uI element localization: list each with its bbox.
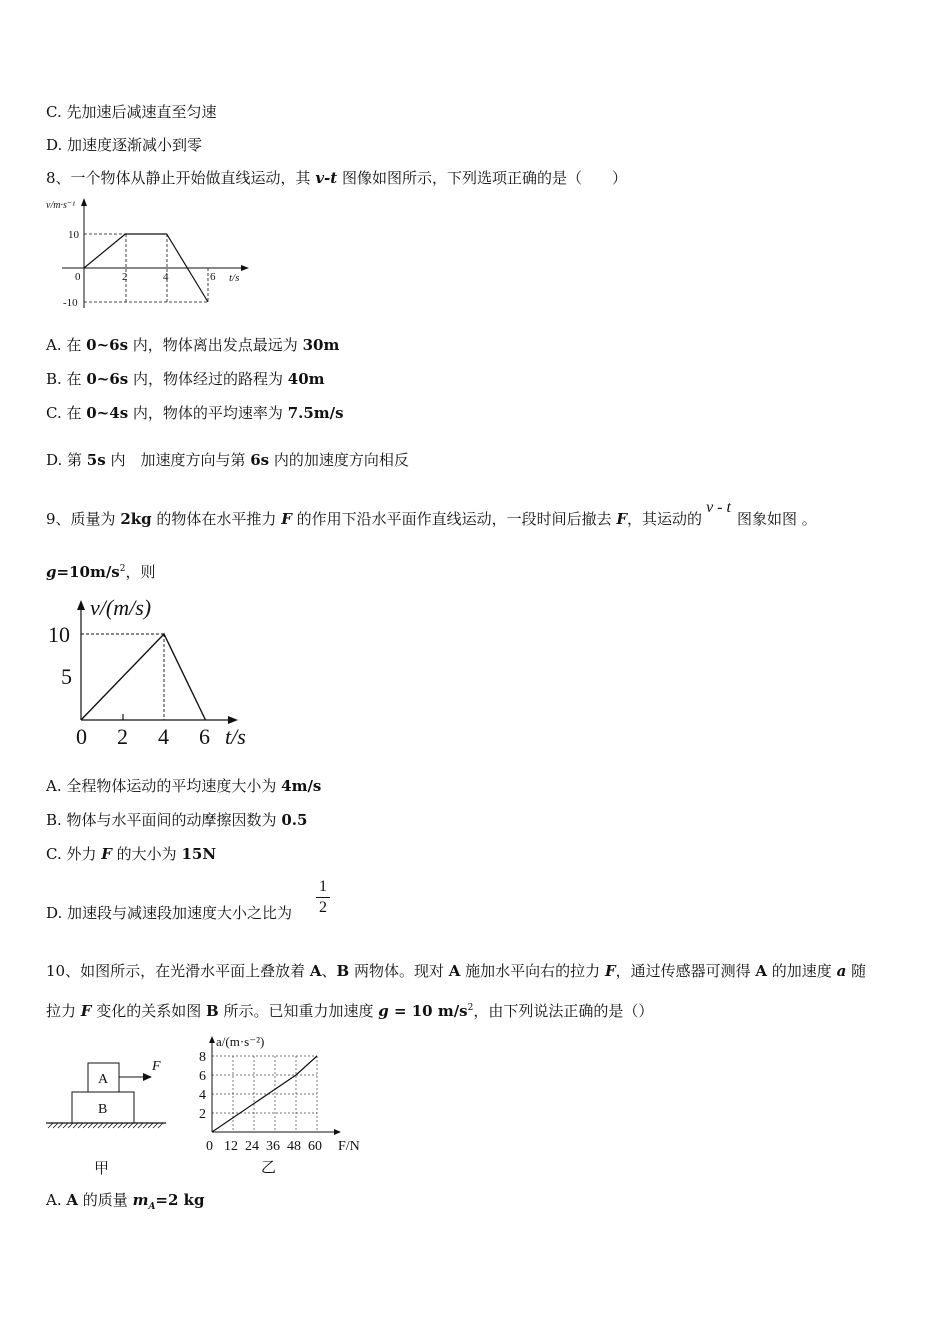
q10-axes xyxy=(212,1042,335,1132)
q9-x-arrow xyxy=(228,716,238,724)
q8-ytick-neg10: -10 xyxy=(63,297,78,309)
q9-ytick-10: 10 xyxy=(48,622,70,647)
q8-option-b: B. 在 0~6s 内，物体经过的路程为 40m xyxy=(46,370,325,388)
q8-xtick-6: 6 xyxy=(210,271,216,283)
q9-option-a: A. 全程物体运动的平均速度大小为 4m/s xyxy=(46,777,322,795)
q10-blocks-figure xyxy=(44,1052,174,1180)
q9-ytick-5: 5 xyxy=(61,664,72,689)
q10-xtick-24: 24 xyxy=(245,1139,259,1154)
q8-y-axis-label: v/m·s⁻¹ xyxy=(46,200,76,211)
q8-axes xyxy=(62,204,245,308)
q10-ytick-6: 6 xyxy=(199,1069,206,1084)
q9-xtick-0: 0 xyxy=(76,724,87,749)
q9-vt-graph xyxy=(40,590,270,755)
q8-stem: 8、一个物体从静止开始做直线运动，其 v-t 图像如图所示，下列选项正确的是（ ） xyxy=(46,169,627,187)
q8-vt-graph xyxy=(40,194,255,312)
q9-xtick-2: 2 xyxy=(117,724,128,749)
q10-option-a: A. A 的质量 $m_A=2$ kg xyxy=(46,1191,205,1212)
q9-xtick-4: 4 xyxy=(158,724,169,749)
q9-option-b: B. 物体与水平面间的动摩擦因数为 0.5 xyxy=(46,811,308,829)
force-arrow-head xyxy=(143,1073,152,1081)
fraction-bar xyxy=(316,897,330,898)
q10-xtick-0: 0 xyxy=(206,1139,213,1154)
block-a-label: A xyxy=(98,1072,109,1087)
q9-gravity: $g=10m/s^2$，则 xyxy=(46,563,156,581)
force-label: F xyxy=(152,1059,161,1074)
q8-ytick-10: 10 xyxy=(68,229,79,241)
q10-y-axis-label: a/(m·s⁻²) xyxy=(216,1034,265,1049)
fraction-denominator: 2 xyxy=(319,899,327,916)
q9-y-arrow xyxy=(77,600,85,610)
q8-x-arrow xyxy=(241,265,249,271)
q8-xtick-4: 4 xyxy=(163,271,169,283)
fraction-numerator: 1 xyxy=(319,878,327,895)
q9-option-c: C. 外力 F 的大小为 15N xyxy=(46,845,217,863)
q10-ytick-2: 2 xyxy=(199,1107,206,1122)
q10-xtick-60: 60 xyxy=(308,1139,322,1154)
q10-x-arrow xyxy=(334,1129,341,1135)
q9-option-d: D. 加速段与减速段加速度大小之比为 xyxy=(46,904,293,922)
q10-xtick-48: 48 xyxy=(287,1139,301,1154)
q9-vt-symbol: v - t xyxy=(706,499,731,516)
q10-ytick-4: 4 xyxy=(199,1088,206,1103)
q9-option-d-fraction xyxy=(316,878,330,917)
q8-y-arrow xyxy=(81,198,87,206)
q10-xtick-36: 36 xyxy=(266,1139,280,1154)
q9-xtick-6: 6 xyxy=(199,724,210,749)
figure-left-caption: 甲 xyxy=(94,1159,110,1177)
prev-option-d: D. 加速度逐渐减小到零 xyxy=(46,136,203,154)
ground-hatching xyxy=(48,1123,163,1128)
q10-ytick-8: 8 xyxy=(199,1050,206,1065)
q9-x-axis-label: t/s xyxy=(225,724,246,749)
q10-stem-line1: 10、如图所示，在光滑水平面上叠放着 A、B 两物体。现对 A 施加水平向右的拉力 F，通过传感器可测得 A 的加速度 a 随 xyxy=(46,962,867,980)
q8-x-axis-label: t/s xyxy=(229,272,240,284)
q8-option-d: D. 第 5s 内 加速度方向与第 6s 内的加速度方向相反 xyxy=(46,451,409,469)
q9-axes xyxy=(81,608,230,720)
q10-xtick-12: 12 xyxy=(224,1139,238,1154)
q9-stem: 9、质量为 2kg 的物体在水平推力 F 的作用下沿水平面作直线运动，一段时间后撤去 F，其运动的v - t图象如图 。 xyxy=(46,499,817,528)
q10-af-graph xyxy=(195,1030,375,1180)
figure-right-caption: 乙 xyxy=(261,1158,277,1176)
q9-y-axis-label: v/(m/s) xyxy=(90,595,152,620)
q9-velocity-line xyxy=(81,634,206,720)
prev-option-c: C. 先加速后减速直至匀速 xyxy=(46,103,217,121)
q8-option-c: C. 在 0~4s 内，物体的平均速率为 7.5m/s xyxy=(46,404,344,422)
q10-x-axis-label: F/N xyxy=(338,1139,360,1154)
q10-stem-line2: 拉力 F 变化的关系如图 B 所示。已知重力加速度 g = 10 $m/s^2$，由下列说法正确的是（） xyxy=(46,1002,654,1020)
q8-option-a: A. 在 0~6s 内，物体离出发点最远为 30m xyxy=(46,336,340,354)
block-b-label: B xyxy=(98,1102,108,1117)
q8-xtick-0: 0 xyxy=(75,271,81,283)
q8-xtick-2: 2 xyxy=(122,271,128,283)
q10-y-arrow xyxy=(209,1036,215,1043)
